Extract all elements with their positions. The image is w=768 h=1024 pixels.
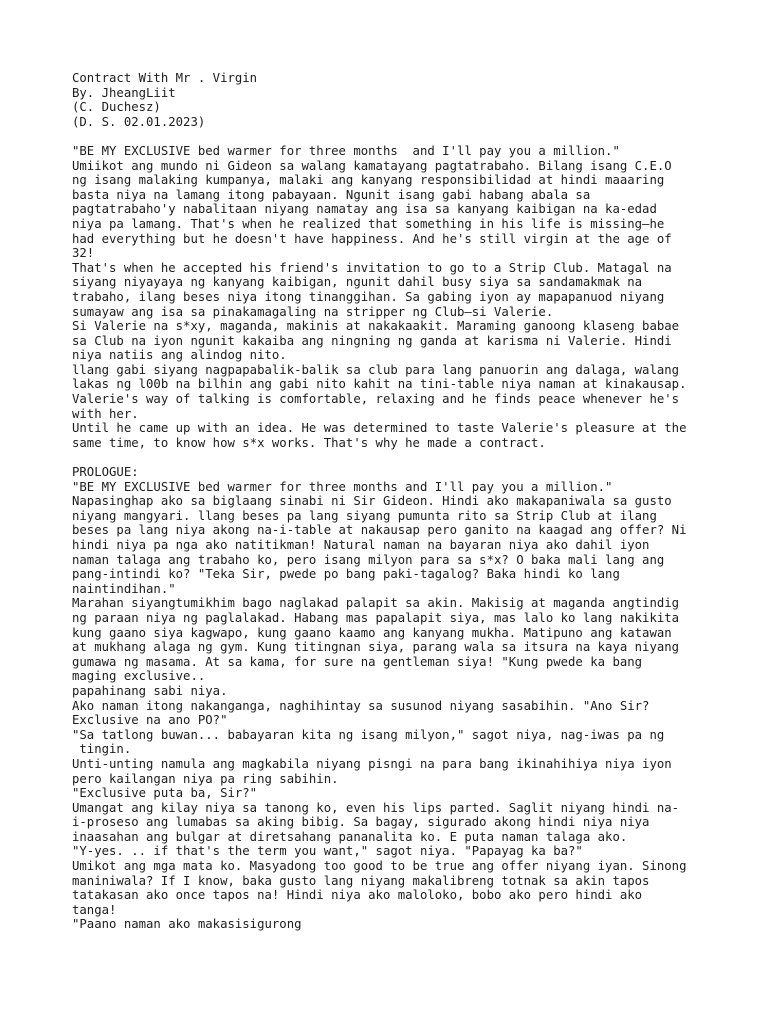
- blurb-line: "BE MY EXCLUSIVE bed warmer for three months and I'll pay you a million.": [72, 143, 620, 158]
- prologue-line: hindi niya pa nga ako natitikman! Natural naman na bayaran niya ako dahil iyon: [72, 538, 650, 552]
- prologue-line: "Paano naman ako makasisigurong: [72, 917, 302, 932]
- blurb-line: same time, to know how s*x works. That's why he made a contract.: [72, 435, 546, 450]
- book-author: By. JheangLiit: [72, 85, 176, 100]
- blurb-line: niya natiis ang alindog nito.: [72, 348, 287, 363]
- blurb-section: [72, 144, 722, 450]
- blurb-line: llang gabi siyang nagpapabalik-balik sa club para lang panuorin ang dalaga, walang: [72, 362, 680, 377]
- book-title: Contract With Mr . Virgin: [72, 71, 258, 85]
- prologue-line: niyang mangyari. llang beses pa lang siyang pumunta rito sa Strip Club at ilang: [72, 508, 657, 523]
- prologue-line: ng paraan niya ng paglalakad. Habang mas papalapit siya, mas lalo ko lang nakikita: [72, 610, 680, 625]
- prologue-line: "Exclusive puta ba, Sir?": [72, 786, 258, 801]
- blurb-line: Until he came up with an idea. He was determined to taste Valerie's pleasure at the: [72, 421, 687, 436]
- prologue-line: tanga!: [72, 902, 117, 917]
- blurb-line: Si Valerie na s*xy, maganda, makinis at nakakaakit. Maraming ganoong klaseng babae: [72, 319, 680, 334]
- prologue-line: Umangat ang kilay niya sa tanong ko, even his lips parted. Saglit niyang hindi na-: [72, 800, 680, 815]
- prologue-line: Ako naman itong nakanganga, naghihintay sa susunod niyang sasabihin. "Ano Sir?: [72, 698, 650, 713]
- blurb-line: with her.: [72, 406, 139, 421]
- prologue-line: beses pa lang niya akong na-i-table at nakausap pero ganito na kaagad ang offer? Ni: [72, 523, 687, 538]
- prologue-line: Napasinghap ako sa biglaang sinabi ni Sir Gideon. Hindi ako makapaniwala sa gusto: [72, 494, 672, 509]
- blurb-line: pagtatrabaho'y nabalitaan niyang namatay ang isa sa kanyang kaibigan na ka-edad: [72, 202, 657, 217]
- prologue-line: tatakasan ako once tapos na! Hindi niya ako maloloko, bobo ako pero hindi ako: [72, 888, 643, 903]
- prologue-line: gumawa ng masama. At sa kama, for sure na gentleman siya! "Kung pwede ka bang: [72, 654, 643, 669]
- prologue-line: Unti-unting namula ang magkabila niyang pisngi na para bang ikinahihiya niya iyon: [72, 756, 672, 771]
- prologue-line: naintindihan.": [72, 581, 176, 596]
- blurb-line: basta niya na lamang itong pabayaan. Ngunit isang gabi habang abala sa: [72, 187, 591, 202]
- document-page: [72, 71, 722, 932]
- blurb-line: niya pa lamang. That's when he realized that something in his life is missing—he: [72, 216, 665, 231]
- prologue-line: Umikot ang mga mata ko. Masyadong too good to be true ang offer niyang iyan. Sinong: [72, 859, 687, 874]
- blurb-line: ng isang malaking kumpanya, malaki ang kanyang responsibilidad at hindi maaaring: [72, 173, 665, 188]
- blurb-line: Umiikot ang mundo ni Gideon sa walang kamatayang pagtatrabaho. Bilang isang C.E.O: [72, 158, 672, 173]
- date-line: (D. S. 02.01.2023): [72, 114, 206, 129]
- prologue-line: naman talaga ang trabaho ko, pero isang milyon para sa s*x? O baka mali lang ang: [72, 552, 665, 567]
- blurb-line: lakas ng l00b na bilhin ang gabi nito kahit na tini-table niya naman at kinakausap.: [72, 377, 687, 392]
- prologue-line: maging exclusive..: [72, 669, 206, 684]
- prologue-line: "Sa tatlong buwan... babayaran kita ng isang milyon," sagot niya, nag-iwas pa ng: [72, 727, 665, 742]
- prologue-section: [72, 465, 722, 932]
- blurb-line: sa Club na iyon ngunit kakaiba ang ningning ng ganda at karisma ni Valerie. Hindi: [72, 333, 672, 348]
- blurb-line: That's when he accepted his friend's invitation to go to a Strip Club. Matagal na: [72, 260, 672, 275]
- blurb-line: 32!: [72, 246, 95, 261]
- prologue-line: papahinang sabi niya.: [72, 683, 228, 698]
- prologue-line: i-proseso ang lumabas sa aking bibig. Sa bagay, sigurado akong hindi niya niya: [72, 815, 650, 830]
- prologue-line: pang-intindi ko? "Teka Sir, pwede po bang paki-tagalog? Baka hindi ko lang: [72, 567, 620, 582]
- prologue-line: tingin.: [72, 742, 132, 757]
- prologue-line: "Y-yes. .. if that's the term you want," sagot niya. "Papayag ka ba?": [72, 844, 583, 859]
- blurb-line: sumayaw ang isa sa pinakamagaling na stripper ng Club—si Valerie.: [72, 304, 554, 319]
- blurb-line: trabaho, ilang beses niya itong tinanggihan. Sa gabing iyon ay mapapanuod niyang: [72, 289, 665, 304]
- blurb-line: Valerie's way of talking is comfortable, relaxing and he finds peace whenever he's: [72, 392, 680, 407]
- spacer: [72, 450, 722, 465]
- prologue-line: inaasahan ang bulgar at diretsahang pananalita ko. E puta naman talaga ako.: [72, 829, 628, 844]
- prologue-heading: PROLOGUE:: [72, 465, 139, 480]
- prologue-line: kung gaano siya kagwapo, kung gaano kaamo ang kanyang mukha. Matipuno ang katawan: [72, 625, 672, 640]
- copyright-line: (C. Duchesz): [72, 100, 161, 115]
- spacer: [72, 129, 722, 144]
- prologue-line: Exclusive na ano PO?": [72, 713, 228, 728]
- prologue-line: at mukhang alaga ng gym. Kung titingnan siya, parang wala sa itsura na kaya niyang: [72, 640, 680, 655]
- prologue-line: "BE MY EXCLUSIVE bed warmer for three months and I'll pay you a million.": [72, 479, 613, 494]
- blurb-line: had everything but he doesn't have happiness. And he's still virgin at the age of: [72, 231, 672, 246]
- prologue-line: pero kailangan niya pa ring sabihin.: [72, 771, 339, 786]
- prologue-line: Marahan siyangtumikhim bago naglakad palapit sa akin. Makisig at maganda angtindig: [72, 596, 680, 611]
- prologue-line: maniniwala? If I know, baka gusto lang niyang makalibreng totnak sa akin tapos: [72, 873, 650, 888]
- blurb-line: siyang niyayaya ng kanyang kaibigan, ngunit dahil busy siya sa sandamakmak na: [72, 275, 643, 290]
